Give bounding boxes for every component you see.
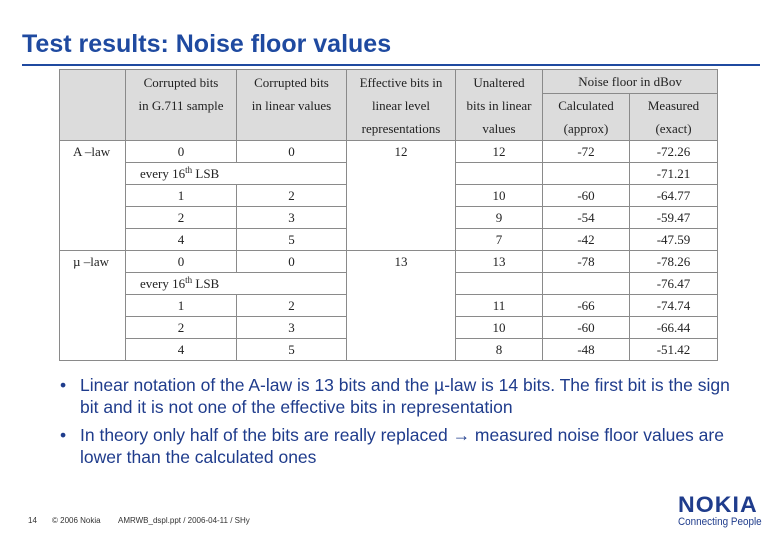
header-noise-floor: Noise floor in dBov bbox=[543, 70, 718, 94]
table-row: every 16th LSB -76.47 bbox=[60, 273, 718, 295]
copyright: © 2006 Nokia bbox=[52, 516, 101, 525]
table-row: µ –law 0 0 13 13 -78 -78.26 bbox=[60, 251, 718, 273]
noise-floor-table bbox=[59, 69, 718, 361]
mulaw-label: µ –law bbox=[60, 251, 126, 361]
page-number: 14 bbox=[28, 516, 37, 525]
table-row: 4 5 7 -42 -47.59 bbox=[60, 229, 718, 251]
header-corrupted-linear: Corrupted bits in linear values bbox=[237, 70, 347, 141]
table-row: 2 3 9 -54 -59.47 bbox=[60, 207, 718, 229]
every-16th-lsb: every 16th LSB bbox=[126, 163, 347, 185]
bullet-icon: • bbox=[60, 375, 67, 395]
every-16th-lsb: every 16th LSB bbox=[126, 273, 347, 295]
mulaw-effective: 13 bbox=[347, 251, 456, 361]
logo-wordmark: NOKIA bbox=[678, 492, 758, 517]
table-row: A –law 0 0 12 12 -72 -72.26 bbox=[60, 141, 718, 163]
header-unaltered-bits: Unaltered bits in linear values bbox=[456, 70, 543, 141]
title-underline bbox=[22, 64, 760, 66]
bullet-list bbox=[60, 374, 750, 474]
header-effective-bits: Effective bits in linear level representations bbox=[347, 70, 456, 141]
header-measured: Measured (exact) bbox=[630, 94, 718, 141]
file-info: AMRWB_dspl.ppt / 2006-04-11 / SHy bbox=[118, 516, 250, 525]
bullet-item: • In theory only half of the bits are really replaced → measured noise floor values are lower than the calculated ones bbox=[60, 425, 724, 467]
table-row: 1 2 11 -66 -74.74 bbox=[60, 295, 718, 317]
bullet-item: • Linear notation of the A-law is 13 bits and the µ-law is 14 bits. The first bit is the sign bit and it is not one of the effective bits in representation bbox=[60, 375, 730, 417]
header-calculated: Calculated (approx) bbox=[543, 94, 630, 141]
table-row: 4 5 8 -48 -51.42 bbox=[60, 339, 718, 361]
bullet-icon: • bbox=[60, 425, 67, 445]
nokia-logo bbox=[678, 494, 770, 529]
alaw-label: A –law bbox=[60, 141, 126, 251]
table-row: 2 3 10 -60 -66.44 bbox=[60, 317, 718, 339]
page-title: Test results: Noise floor values bbox=[22, 30, 392, 58]
table-row: 1 2 10 -60 -64.77 bbox=[60, 185, 718, 207]
logo-tagline: Connecting People bbox=[678, 516, 762, 528]
table-row: every 16th LSB -71.21 bbox=[60, 163, 718, 185]
header-blank bbox=[60, 70, 126, 141]
header-corrupted-g711: Corrupted bits in G.711 sample bbox=[126, 70, 237, 141]
alaw-effective: 12 bbox=[347, 141, 456, 251]
header-row-1 bbox=[60, 70, 718, 94]
